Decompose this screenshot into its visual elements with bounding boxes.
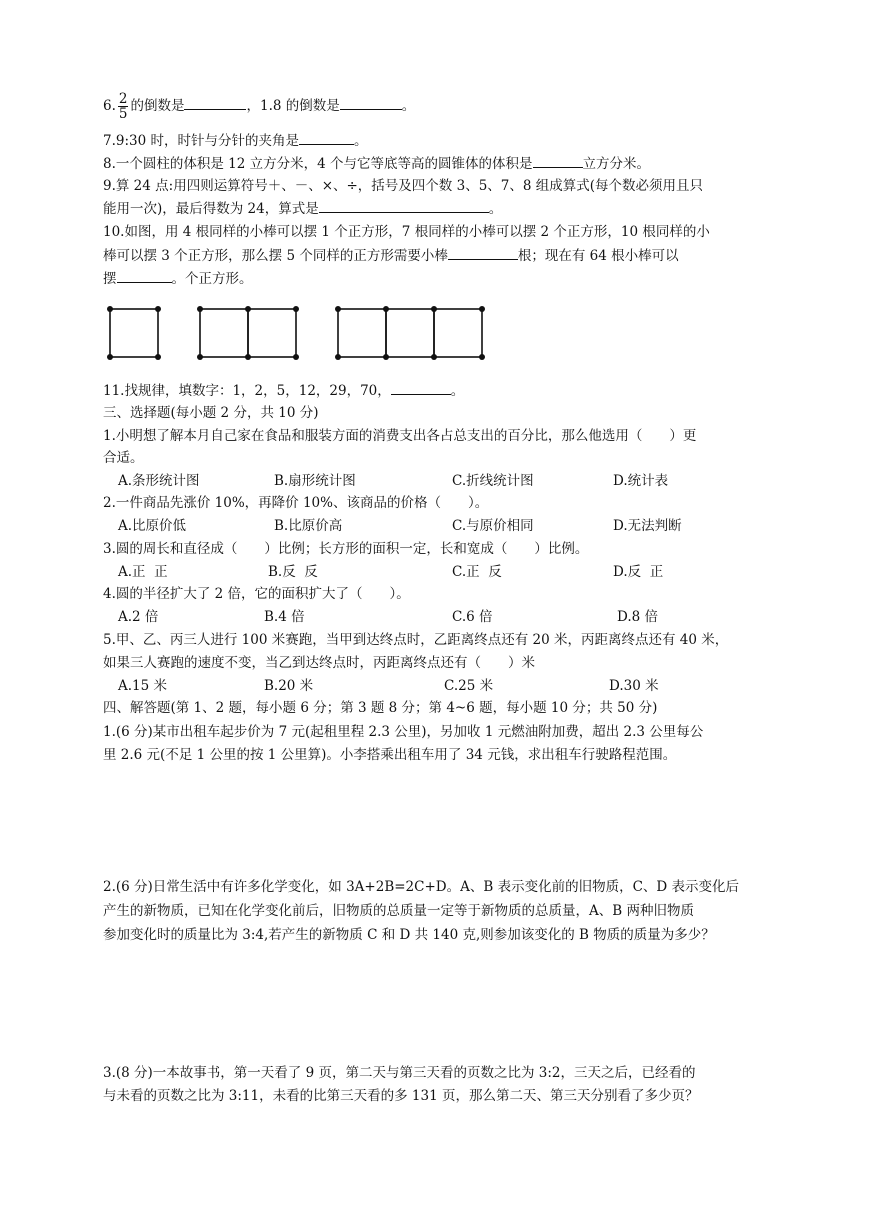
answer-blank[interactable] (391, 380, 451, 395)
choice-question-4: 4.圆的半径扩大了 2 倍，它的面积扩大了（ ）。 (103, 586, 410, 602)
fraction (118, 92, 129, 121)
question-7 (103, 130, 368, 151)
fraction-denominator: 5 (118, 106, 128, 122)
question-10-line-2 (103, 245, 679, 266)
choice-question-1-line-1: 1.小明想了解本月自己家在食品和服装方面的消费支出各占总支出的百分比，那么他选用（ ）更 (103, 428, 697, 444)
choice-option-c[interactable]: C.折线统计图 (452, 473, 534, 489)
answer-blank[interactable] (533, 153, 583, 168)
choice-question-5-line-1: 5.甲、乙、丙三人进行 100 米赛跑，当甲到达终点时，乙距离终点还有 20 米，丙距离终点还有 40 米， (103, 632, 729, 648)
choice-option-c[interactable]: C.25 米 (444, 678, 494, 694)
choice-option-c[interactable]: C.与原价相同 (452, 518, 534, 534)
question-8 (103, 153, 650, 174)
question-text: 。 (354, 133, 368, 149)
choice-option-a[interactable]: A.正 正 (118, 564, 168, 580)
question-text: 。 (450, 383, 465, 399)
three-squares-figure (338, 309, 482, 357)
question-text: 。个正方形。 (171, 271, 253, 287)
section-3-title: 三、选择题(每小题 2 分，共 10 分) (103, 405, 319, 421)
question-text: 7.9:30 时，时针与分针的夹角是 (103, 133, 299, 149)
problem-2-line-2: 产生的新物质，已知在化学变化前后，旧物质的总质量一定等于新物质的总质量，A、B 两种旧物质 (103, 903, 694, 919)
answer-blank[interactable] (319, 198, 489, 213)
choice-option-b[interactable]: B.反 反 (268, 564, 318, 580)
choice-option-d[interactable]: D.反 正 (613, 564, 664, 580)
question-text: 。 (401, 98, 416, 114)
choice-question-5-line-2: 如果三人赛跑的速度不变，当乙到达终点时，丙距离终点还有（ ）米 (103, 655, 535, 671)
problem-3-line-2: 与未看的页数之比为 3:11，未看的比第三天看的多 131 页，那么第二天、第三天分别看了多少页？ (103, 1088, 699, 1104)
one-square-figure (110, 309, 158, 357)
question-text: 棒可以摆 3 个正方形，那么摆 5 个同样的正方形需要小棒 (103, 248, 448, 264)
problem-3-line-1: 3.(8 分)一本故事书，第一天看了 9 页，第二天与第三天看的页数之比为 3:2，三天之后，已经看的 (103, 1065, 696, 1081)
question-text: 能用一次)，最后得数为 24，算式是 (103, 201, 319, 217)
question-9-line-2 (103, 198, 502, 219)
question-11 (103, 380, 464, 401)
choice-question-2: 2.一件商品先涨价 10%，再降价 10%、该商品的价格（ ）。 (103, 495, 489, 511)
choice-option-d[interactable]: D.30 米 (609, 678, 659, 694)
section-4-title: 四、解答题(第 1、2 题，每小题 6 分；第 3 题 8 分；第 4~6 题，每小题 10 分；共 50 分) (103, 700, 658, 716)
choice-option-d[interactable]: D.无法判断 (613, 518, 682, 534)
answer-blank[interactable] (340, 95, 402, 110)
two-squares-figure (200, 309, 296, 357)
question-text: ，1.8 的倒数是 (246, 98, 340, 114)
problem-1-line-1: 1.(6 分)某市出租车起步价为 7 元(起租里程 2.3 公里)，另加收 1 元燃油附加费，超出 2.3 公里每公 (103, 724, 704, 740)
problem-1-line-2: 里 2.6 元(不足 1 公里的按 1 公里算)。小李搭乘出租车用了 34 元钱，求出租车行驶路程范围。 (103, 747, 677, 763)
question-text: 8.一个圆柱的体积是 12 立方分米，4 个与它等底等高的圆锥体的体积是 (103, 156, 533, 172)
choice-option-a[interactable]: A.条形统计图 (118, 473, 200, 489)
choice-option-d[interactable]: D.8 倍 (617, 609, 659, 625)
choice-question-3: 3.圆的周长和直径成（ ）比例；长方形的面积一定，长和宽成（ ）比例。 (103, 541, 589, 557)
question-number: 6. (103, 98, 116, 114)
question-text: 立方分米。 (582, 156, 651, 172)
choice-option-b[interactable]: B.扇形统计图 (274, 473, 356, 489)
question-text: 根；现在有 64 根小棒可以 (517, 248, 679, 264)
question-6 (103, 92, 415, 121)
question-text: 。 (488, 201, 503, 217)
choice-option-b[interactable]: B.20 米 (264, 678, 314, 694)
answer-blank[interactable] (117, 268, 172, 283)
choice-option-a[interactable]: A.比原价低 (118, 518, 187, 534)
question-9-line-1: 9.算 24 点:用四则运算符号＋、－、×、÷，括号及四个数 3、5、7、8 组成算式(每个数必须用且只 (103, 178, 704, 194)
choice-option-b[interactable]: B.4 倍 (264, 609, 305, 625)
question-10-line-3 (103, 268, 253, 289)
choice-option-a[interactable]: A.15 米 (118, 678, 168, 694)
fraction-numerator: 2 (118, 91, 128, 107)
choice-option-a[interactable]: A.2 倍 (118, 609, 159, 625)
question-text: 的倒数是 (130, 98, 185, 114)
stick-squares-figure (103, 300, 503, 364)
choice-option-c[interactable]: C.正 反 (452, 564, 502, 580)
choice-question-1-line-2: 合适。 (103, 450, 144, 466)
choice-option-b[interactable]: B.比原价高 (274, 518, 343, 534)
choice-option-d[interactable]: D.统计表 (613, 473, 669, 489)
question-text: 摆 (103, 271, 117, 287)
question-text: 11.找规律，填数字：1，2，5，12，29，70， (103, 383, 391, 399)
answer-blank[interactable] (448, 245, 518, 260)
answer-blank[interactable] (299, 130, 354, 145)
problem-2-line-1: 2.(6 分)日常生活中有许多化学变化，如 3A+2B=2C+D。A、B 表示变化前的旧物质，C、D 表示变化后 (103, 879, 740, 895)
question-10-line-1: 10.如图，用 4 根同样的小棒可以摆 1 个正方形，7 根同样的小棒可以摆 2 个正方形，10 根同样的小 (103, 224, 710, 240)
problem-2-line-3: 参加变化时的质量比为 3:4,若产生的新物质 C 和 D 共 140 克,则参加该变化的 B 物质的质量为多少？ (103, 927, 715, 943)
answer-blank[interactable] (184, 95, 246, 110)
choice-option-c[interactable]: C.6 倍 (452, 609, 493, 625)
